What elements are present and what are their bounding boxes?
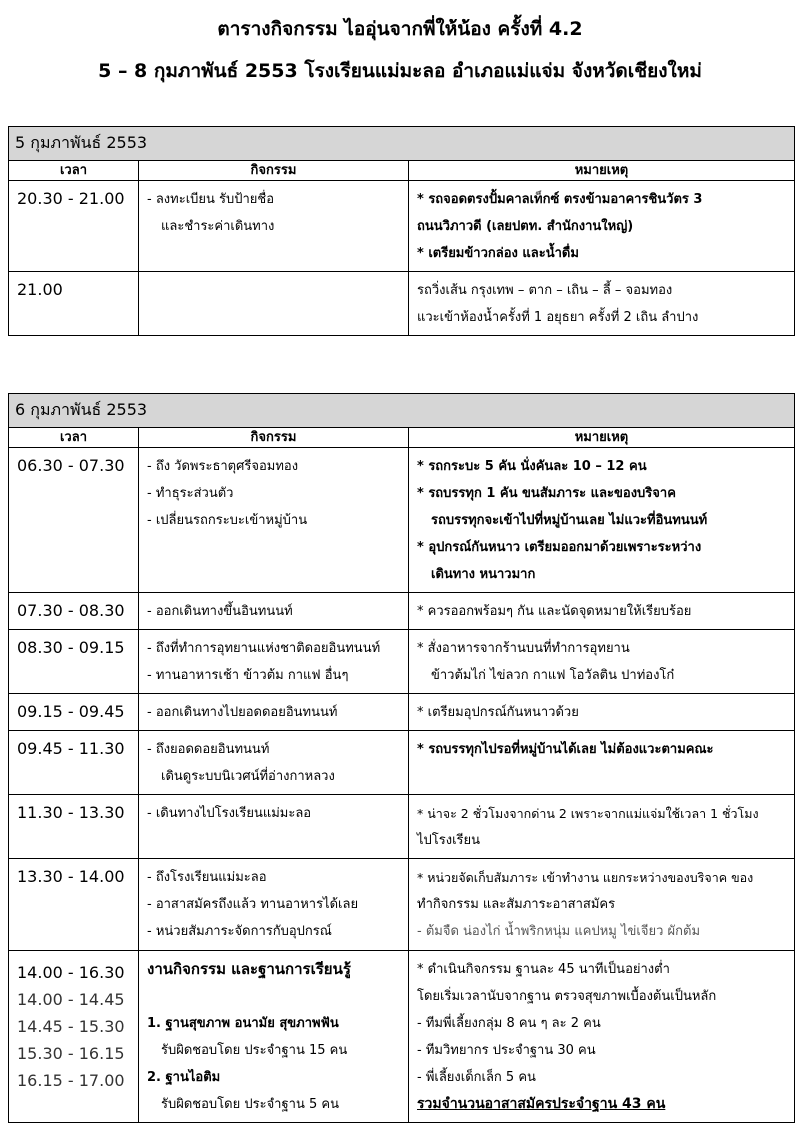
note-cell <box>409 181 795 272</box>
note-line: - ทีมวิทยากร ประจำฐาน 30 คน <box>417 1043 596 1058</box>
table-row <box>9 795 795 859</box>
table-row <box>9 951 795 1123</box>
activity-line: - อาสาสมัครถึงแล้ว ทานอาหารได้เลย <box>147 897 359 912</box>
schedule-table-day1 <box>8 126 795 336</box>
note-line: เดินทาง หนาวมาก <box>431 567 536 582</box>
note-line: ไปโรงเรียน <box>417 833 481 848</box>
activity-line: - ทานอาหารเช้า ข้าวต้ม กาแฟ อื่นๆ <box>147 668 349 683</box>
note-line: * หน่วยจัดเก็บสัมภาระ เข้าทำงาน แยกระหว่างของบริจาค ของ <box>417 870 754 885</box>
note-line: ถนนวิภาวดี (เลยปตท. สำนักงานใหญ่) <box>417 219 634 234</box>
note-line: * ควรออกพร้อมๆ กัน และนัดจุดหมายให้เรียบร้อย <box>417 604 692 619</box>
time-cell: 08.30 - 09.15 <box>9 630 139 694</box>
activity-line: - เดินทางไปโรงเรียนแม่มะลอ <box>147 806 312 821</box>
time-cell: 06.30 - 07.30 <box>9 448 139 593</box>
activity-cell <box>139 951 409 1123</box>
time-line: 16.15 - 17.00 <box>17 1071 125 1090</box>
day-header: 6 กุมภาพันธ์ 2553 <box>9 394 795 428</box>
time-cell: 09.15 - 09.45 <box>9 694 139 731</box>
table-row <box>9 272 795 336</box>
activity-cell <box>139 448 409 593</box>
activity-heading: งานกิจกรรม และฐานการเรียนรู้ <box>147 960 351 978</box>
time-line: 14.00 - 16.30 <box>17 963 125 982</box>
activity-line: - ออกเดินทางขึ้นอินทนนท์ <box>147 604 293 619</box>
note-cell <box>409 694 795 731</box>
time-cell: 11.30 - 13.30 <box>9 795 139 859</box>
activity-line: - ถึงโรงเรียนแม่มะลอ <box>147 870 267 885</box>
page-title: ตารางกิจกรรม ไออุ่นจากพี่ให้น้อง ครั้งที่ 4.2 <box>217 18 583 40</box>
note-cell <box>409 448 795 593</box>
table-row <box>9 630 795 694</box>
column-header-note: หมายเหตุ <box>409 428 795 448</box>
time-cell <box>9 951 139 1123</box>
station-title: 1. ฐานสุขภาพ อนามัย สุขภาพฟัน <box>147 1016 339 1031</box>
note-line: ข้าวต้มไก่ ไข่ลวก กาแฟ โอวัลติน ปาท่องโก๋ <box>431 668 675 683</box>
note-cell <box>409 731 795 795</box>
note-line: โดยเริ่มเวลานับจากฐาน ตรวจสุขภาพเบื้องต้นเป็นหลัก <box>417 989 717 1004</box>
note-cell <box>409 859 795 951</box>
activity-line: - ถึงที่ทำการอุทยานแห่งชาติดอยอินทนนท์ <box>147 641 381 656</box>
column-header-activity: กิจกรรม <box>139 161 409 181</box>
note-line: * ดำเนินกิจกรรม ฐานละ 45 นาทีเป็นอย่างต่ำ <box>417 962 670 977</box>
time-line: 14.00 - 14.45 <box>17 990 125 1009</box>
time-cell: 20.30 - 21.00 <box>9 181 139 272</box>
note-line: * สั่งอาหารจากร้านบนที่ทำการอุทยาน <box>417 641 630 656</box>
note-line: - พี่เลี้ยงเด็กเล็ก 5 คน <box>417 1070 536 1085</box>
note-cell <box>409 951 795 1123</box>
activity-cell <box>139 731 409 795</box>
table-row <box>9 181 795 272</box>
note-line: รถบรรทุกจะเข้าไปที่หมู่บ้านเลย ไม่แวะที่อินทนนท์ <box>431 513 708 528</box>
time-cell: 13.30 - 14.00 <box>9 859 139 951</box>
note-line: ทำกิจกรรม และสัมภาระอาสาสมัคร <box>417 897 616 912</box>
note-line: แวะเข้าห้องน้ำครั้งที่ 1 อยุธยา ครั้งที่ 2 เถิน ลำปาง <box>417 310 699 325</box>
note-cell <box>409 593 795 630</box>
activity-line: และชำระค่าเดินทาง <box>161 219 275 234</box>
total-volunteers: รวมจำนวนอาสาสมัครประจำฐาน 43 คน <box>417 1096 666 1112</box>
note-line: * รถกระบะ 5 คัน นั่งคันละ 10 – 12 คน <box>417 459 647 474</box>
activity-cell <box>139 795 409 859</box>
note-line: * รถจอดตรงปั้มคาลเท็กซ์ ตรงข้ามอาคารชินวัตร 3 <box>417 192 703 207</box>
activity-cell <box>139 694 409 731</box>
schedule-table-day2 <box>8 393 795 1123</box>
table-row <box>9 593 795 630</box>
activity-line: - ถึง วัดพระธาตุศรีจอมทอง <box>147 459 299 474</box>
time-cell: 21.00 <box>9 272 139 336</box>
note-cell <box>409 630 795 694</box>
activity-line: - ทำธุระส่วนตัว <box>147 486 234 501</box>
time-line: 15.30 - 16.15 <box>17 1044 125 1063</box>
column-header-note: หมายเหตุ <box>409 161 795 181</box>
activity-cell <box>139 593 409 630</box>
note-line: * เตรียมข้าวกล่อง และน้ำดื่ม <box>417 246 579 261</box>
activity-cell <box>139 630 409 694</box>
note-line: - ทีมพี่เลี้ยงกลุ่ม 8 คน ๆ ละ 2 คน <box>417 1016 601 1031</box>
table-row <box>9 731 795 795</box>
time-cell: 09.45 - 11.30 <box>9 731 139 795</box>
activity-line: - ลงทะเบียน รับป้ายชื่อ <box>147 192 275 207</box>
note-line: * อุปกรณ์กันหนาว เตรียมออกมาด้วยเพราะระหว่าง <box>417 540 702 555</box>
table-row <box>9 859 795 951</box>
activity-cell <box>139 181 409 272</box>
time-line: 14.45 - 15.30 <box>17 1017 125 1036</box>
page-subtitle: 5 – 8 กุมภาพันธ์ 2553 โรงเรียนแม่มะลอ อำเภอแม่แจ่ม จังหวัดเชียงใหม่ <box>98 60 702 82</box>
table-row <box>9 448 795 593</box>
activity-line: - เปลี่ยนรถกระบะเข้าหมู่บ้าน <box>147 513 308 528</box>
activity-line: - หน่วยสัมภาระจัดการกับอุปกรณ์ <box>147 924 332 939</box>
time-cell: 07.30 - 08.30 <box>9 593 139 630</box>
station-responsible: รับผิดชอบโดย ประจำฐาน 5 คน <box>161 1097 339 1112</box>
note-cell <box>409 795 795 859</box>
activity-line: - ออกเดินทางไปยอดดอยอินทนนท์ <box>147 705 338 720</box>
column-header-time: เวลา <box>9 161 139 181</box>
day-header: 5 กุมภาพันธ์ 2553 <box>9 127 795 161</box>
station-title: 2. ฐานไอติม <box>147 1070 221 1085</box>
activity-cell <box>139 272 409 336</box>
column-header-time: เวลา <box>9 428 139 448</box>
station-responsible: รับผิดชอบโดย ประจำฐาน 15 คน <box>161 1043 348 1058</box>
note-line: * รถบรรทุก 1 คัน ขนสัมภาระ และของบริจาค <box>417 486 676 501</box>
note-line: * รถบรรทุกไปรอที่หมู่บ้านได้เลย ไม่ต้องแวะตามคณะ <box>417 742 714 757</box>
note-line: รถวิ่งเส้น กรุงเทพ – ตาก – เถิน – ลี้ – จอมทอง <box>417 283 673 298</box>
table-row <box>9 694 795 731</box>
note-line: - ต้มจืด น่องไก่ น้ำพริกหนุ่ม แคปหมู ไข่เจียว ผักต้ม <box>417 924 701 939</box>
note-line: * น่าจะ 2 ชั่วโมงจากด่าน 2 เพราะจากแม่แจ่มใช้เวลา 1 ชั่วโมง <box>417 806 759 821</box>
note-cell <box>409 272 795 336</box>
activity-line: เดินดูระบบนิเวศน์ที่อ่างกาหลวง <box>161 769 335 784</box>
activity-cell <box>139 859 409 951</box>
column-header-activity: กิจกรรม <box>139 428 409 448</box>
note-line: * เตรียมอุปกรณ์กันหนาวด้วย <box>417 705 579 720</box>
activity-line: - ถึงยอดดอยอินทนนท์ <box>147 742 270 757</box>
